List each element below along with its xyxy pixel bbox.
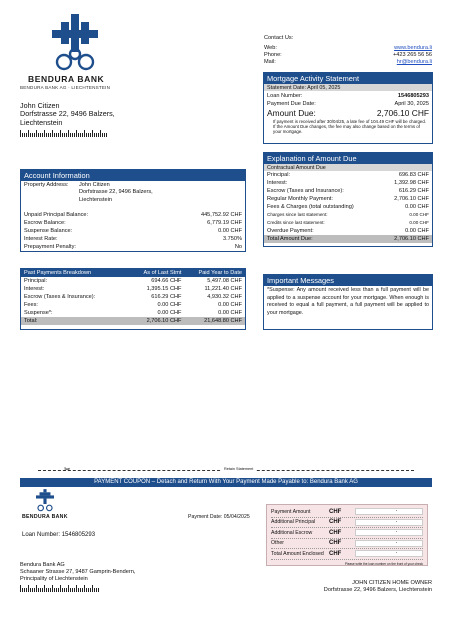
coupon-bank-name: BENDURA BANK [22,514,68,520]
explanation-row-label: Interest: [267,180,288,186]
past-payments-row [24,293,242,301]
explanation-row [267,187,429,195]
mail-link[interactable]: hr@bendura.li [396,59,432,65]
statement-title: Mortgage Activity Statement [264,73,432,84]
explanation-row-value: 1,392.98 CHF [394,180,429,186]
explanation-row [267,171,429,179]
account-row [24,219,242,227]
explanation-total-label: Total Amount Due: [267,236,313,242]
explanation-total-row [264,235,432,243]
bendura-logo-icon [52,14,98,72]
coupon-field-label: Total Amount Enclosed [271,550,324,557]
explanation-row-label: Credits since last statement: [267,220,325,225]
coupon-amount-input[interactable] [355,550,423,557]
coupon-banner: PAYMENT COUPON – Detach and Return With Your Payment Made Payable to: Bendura Bank AG [20,478,432,487]
messages-body: *Suspense: Any amount received less than a full payment will be applied to a suspense account for your mortgage. When enough is received to equal a full payment, a full payment will be applied to your mortgage. [267,287,429,316]
past-payments-total-label: Total: [24,318,38,324]
past-payments-table [20,268,246,330]
loan-number-value: 1546805293 [397,93,429,99]
explanation-subtitle: Contractual Amount Due [264,164,432,171]
property-line1: John Citizen [79,182,110,188]
coupon-field-row [271,518,423,529]
explanation-row-label: Escrow (Taxes and Insurance): [267,188,344,194]
property-line2: Dorfstrasse 22, 9496 Balzers, [79,189,153,196]
coupon-field-currency: CHF [329,550,342,557]
contact-block [264,35,432,66]
explanation-row-value: 696.83 CHF [398,172,429,178]
coupon-form [266,504,428,566]
past-payments-cell-ytd: 11,221.40 CHF [204,286,243,292]
account-row-value: No [234,244,242,251]
phone-value: +423 265 56 56 [392,52,432,58]
account-row-value: 0.00 CHF [218,228,242,235]
explanation-row [267,203,429,211]
bank-address-line2: Schaaner Strasse 27, 9487 Gamprin-Bendern, [20,568,136,575]
account-row-value: 445,752.92 CHF [200,212,242,219]
account-row-label: Unpaid Principal Balance: [24,212,89,219]
decimal-separator: . [395,517,398,524]
coupon-barcode [20,585,100,592]
phone-label: Phone: [264,52,282,58]
messages-box [263,274,433,330]
explanation-row-label: Principal: [267,172,291,178]
explanation-row-label: Fees & Charges (total outstanding) [267,204,354,210]
past-payments-cell-ytd: 5,497.08 CHF [207,278,243,284]
past-payments-cell-ytd: 0.00 CHF [218,310,243,316]
explanation-row-label: Charges since last statement: [267,212,328,217]
coupon-field-row [271,539,423,550]
loan-number-label: Loan Number: [267,93,303,99]
account-row [24,211,242,219]
past-payments-header [21,269,245,277]
past-payments-cell-last: 694.66 CHF [151,278,182,284]
recipient-street: Dorfstrasse 22, 9496 Balzers, [20,109,115,119]
decimal-separator: . [395,538,398,545]
explanation-row-value: 616.29 CHF [398,188,429,194]
decimal-separator: . [395,549,398,556]
explanation-total-value: 2,706.10 CHF [394,236,429,242]
decimal-separator: . [395,528,398,535]
late-fee-note: If payment is received after 30/04/25, a late fee of 104.49 CHF will be charged. If the Amount Due changes, the fee may also change based on the terms of your mortgage. [273,119,427,135]
due-date-value: April 30, 2025 [394,101,429,107]
account-row-label: Interest Rate: [24,236,58,243]
account-title: Account Information [21,170,245,181]
web-label: Web: [264,45,277,51]
decimal-separator: . [395,507,398,514]
bank-name: BENDURA BANK [28,74,105,84]
past-payments-total-ytd: 21,648.80 CHF [204,318,243,324]
account-row [24,243,242,251]
account-row [24,235,242,243]
past-payments-cell-last: 0.00 CHF [157,302,182,308]
coupon-field-currency: CHF [329,540,342,547]
explanation-row [267,211,429,219]
property-label: Property Address: [24,182,69,188]
coupon-field-label: Additional Escrow [271,529,313,536]
owner-address [300,580,432,594]
recipient-country: Liechtenstein [20,117,63,127]
explanation-title: Explanation of Amount Due [264,153,432,164]
account-box [20,169,246,252]
bank-address-line3: Principality of Liechtenstein [20,575,88,582]
account-row-label: Suspense Balance: [24,228,73,235]
coupon-field-row [271,549,423,560]
scissors-icon: ✂ [64,465,71,474]
coupon-amount-input[interactable] [355,519,423,526]
explanation-row-label: Overdue Payment: [267,228,314,234]
past-payments-total-last: 2,706.10 CHF [146,318,182,324]
retain-statement-label: Retain Statement [224,467,254,471]
past-payments-row [24,309,242,317]
past-payments-row [24,285,242,293]
coupon-field-row [271,507,423,518]
coupon-field-label: Other [271,540,284,547]
past-payments-col-ytd: Paid Year to Date [198,270,243,276]
coupon-footnote: Please write the loan number on the front of your check [344,561,423,566]
postal-barcode [20,130,108,137]
bank-address-line1: Bendura Bank AG [20,562,65,568]
coupon-amount-input[interactable] [355,508,423,515]
past-payments-cell-last: 0.00 CHF [157,310,182,316]
past-payments-total-row [21,317,245,325]
past-payments-cell-label: Escrow (Taxes & Insurance): [24,294,96,300]
explanation-row [267,195,429,203]
past-payments-cell-ytd: 4,930.32 CHF [207,294,243,300]
past-payments-row [24,301,242,309]
account-row-value: 3.750% [223,236,242,243]
coupon-logo-icon [36,489,54,512]
coupon-loan-number: Loan Number: 1546805293 [22,532,96,538]
explanation-box [263,152,433,247]
coupon-payment-date: Payment Date: 05/04/2025 [188,514,250,520]
explanation-row [267,179,429,187]
coupon-field-row [271,528,423,539]
owner-line1: JOHN CITIZEN HOME OWNER [352,580,432,586]
contact-title: Contact Us: [264,35,294,41]
messages-title: Important Messages [264,275,432,286]
coupon-field-currency: CHF [329,519,342,526]
explanation-row [267,227,429,235]
statement-box [263,72,433,144]
explanation-row-value: 0.00 CHF [409,212,429,217]
account-row-label: Escrow Balance: [24,220,66,227]
account-row-value: 6,779.19 CHF [207,220,242,227]
past-payments-cell-label: Suspense*: [24,310,53,316]
explanation-row-label: Regular Monthly Payment: [267,196,333,202]
recipient-address [20,102,115,127]
explanation-row-value: 0.00 CHF [409,220,429,225]
explanation-row-value: 0.00 CHF [405,228,429,234]
mail-label: Mail: [264,59,276,65]
coupon-field-label: Additional Principal [271,519,316,526]
past-payments-cell-last: 616.29 CHF [151,294,182,300]
account-row [24,227,242,235]
property-line3: Liechtenstein [79,196,112,203]
due-date-label: Payment Due Date: [267,101,316,107]
explanation-row-value: 2,706.10 CHF [394,196,429,202]
amount-due-value: 2,706.10 CHF [376,108,429,118]
past-payments-cell-label: Principal: [24,278,48,284]
amount-due-label: Amount Due: [267,108,316,118]
bank-subtitle: BENDURA BANK AG · LIECHTENSTEIN [20,85,111,90]
web-link[interactable]: www.bendura.li [394,45,432,51]
recipient-name: John Citizen [20,101,60,110]
past-payments-cell-label: Interest: [24,286,45,292]
past-payments-col-label: Past Payments Breakdown [24,270,92,276]
coupon-amount-input[interactable] [355,540,423,547]
account-row-label: Prepayment Penalty: [24,244,76,251]
statement-date: Statement Date: April 05, 2025 [264,84,432,91]
explanation-row [267,219,429,227]
coupon-field-label: Payment Amount [271,508,311,515]
past-payments-row [24,277,242,285]
coupon-field-currency: CHF [329,529,342,536]
coupon-amount-input[interactable] [355,529,423,536]
past-payments-cell-ytd: 0.00 CHF [218,302,243,308]
past-payments-col-last: As of Last Stmt [143,270,182,276]
past-payments-cell-label: Fees: [24,302,38,308]
past-payments-cell-last: 1,395.15 CHF [146,286,182,292]
explanation-row-value: 0.00 CHF [405,204,429,210]
owner-line2: Dorfstrasse 22, 9496 Balzers, Liechtenstein [323,587,432,593]
coupon-field-currency: CHF [329,508,342,515]
bank-mailing-address [20,562,135,582]
